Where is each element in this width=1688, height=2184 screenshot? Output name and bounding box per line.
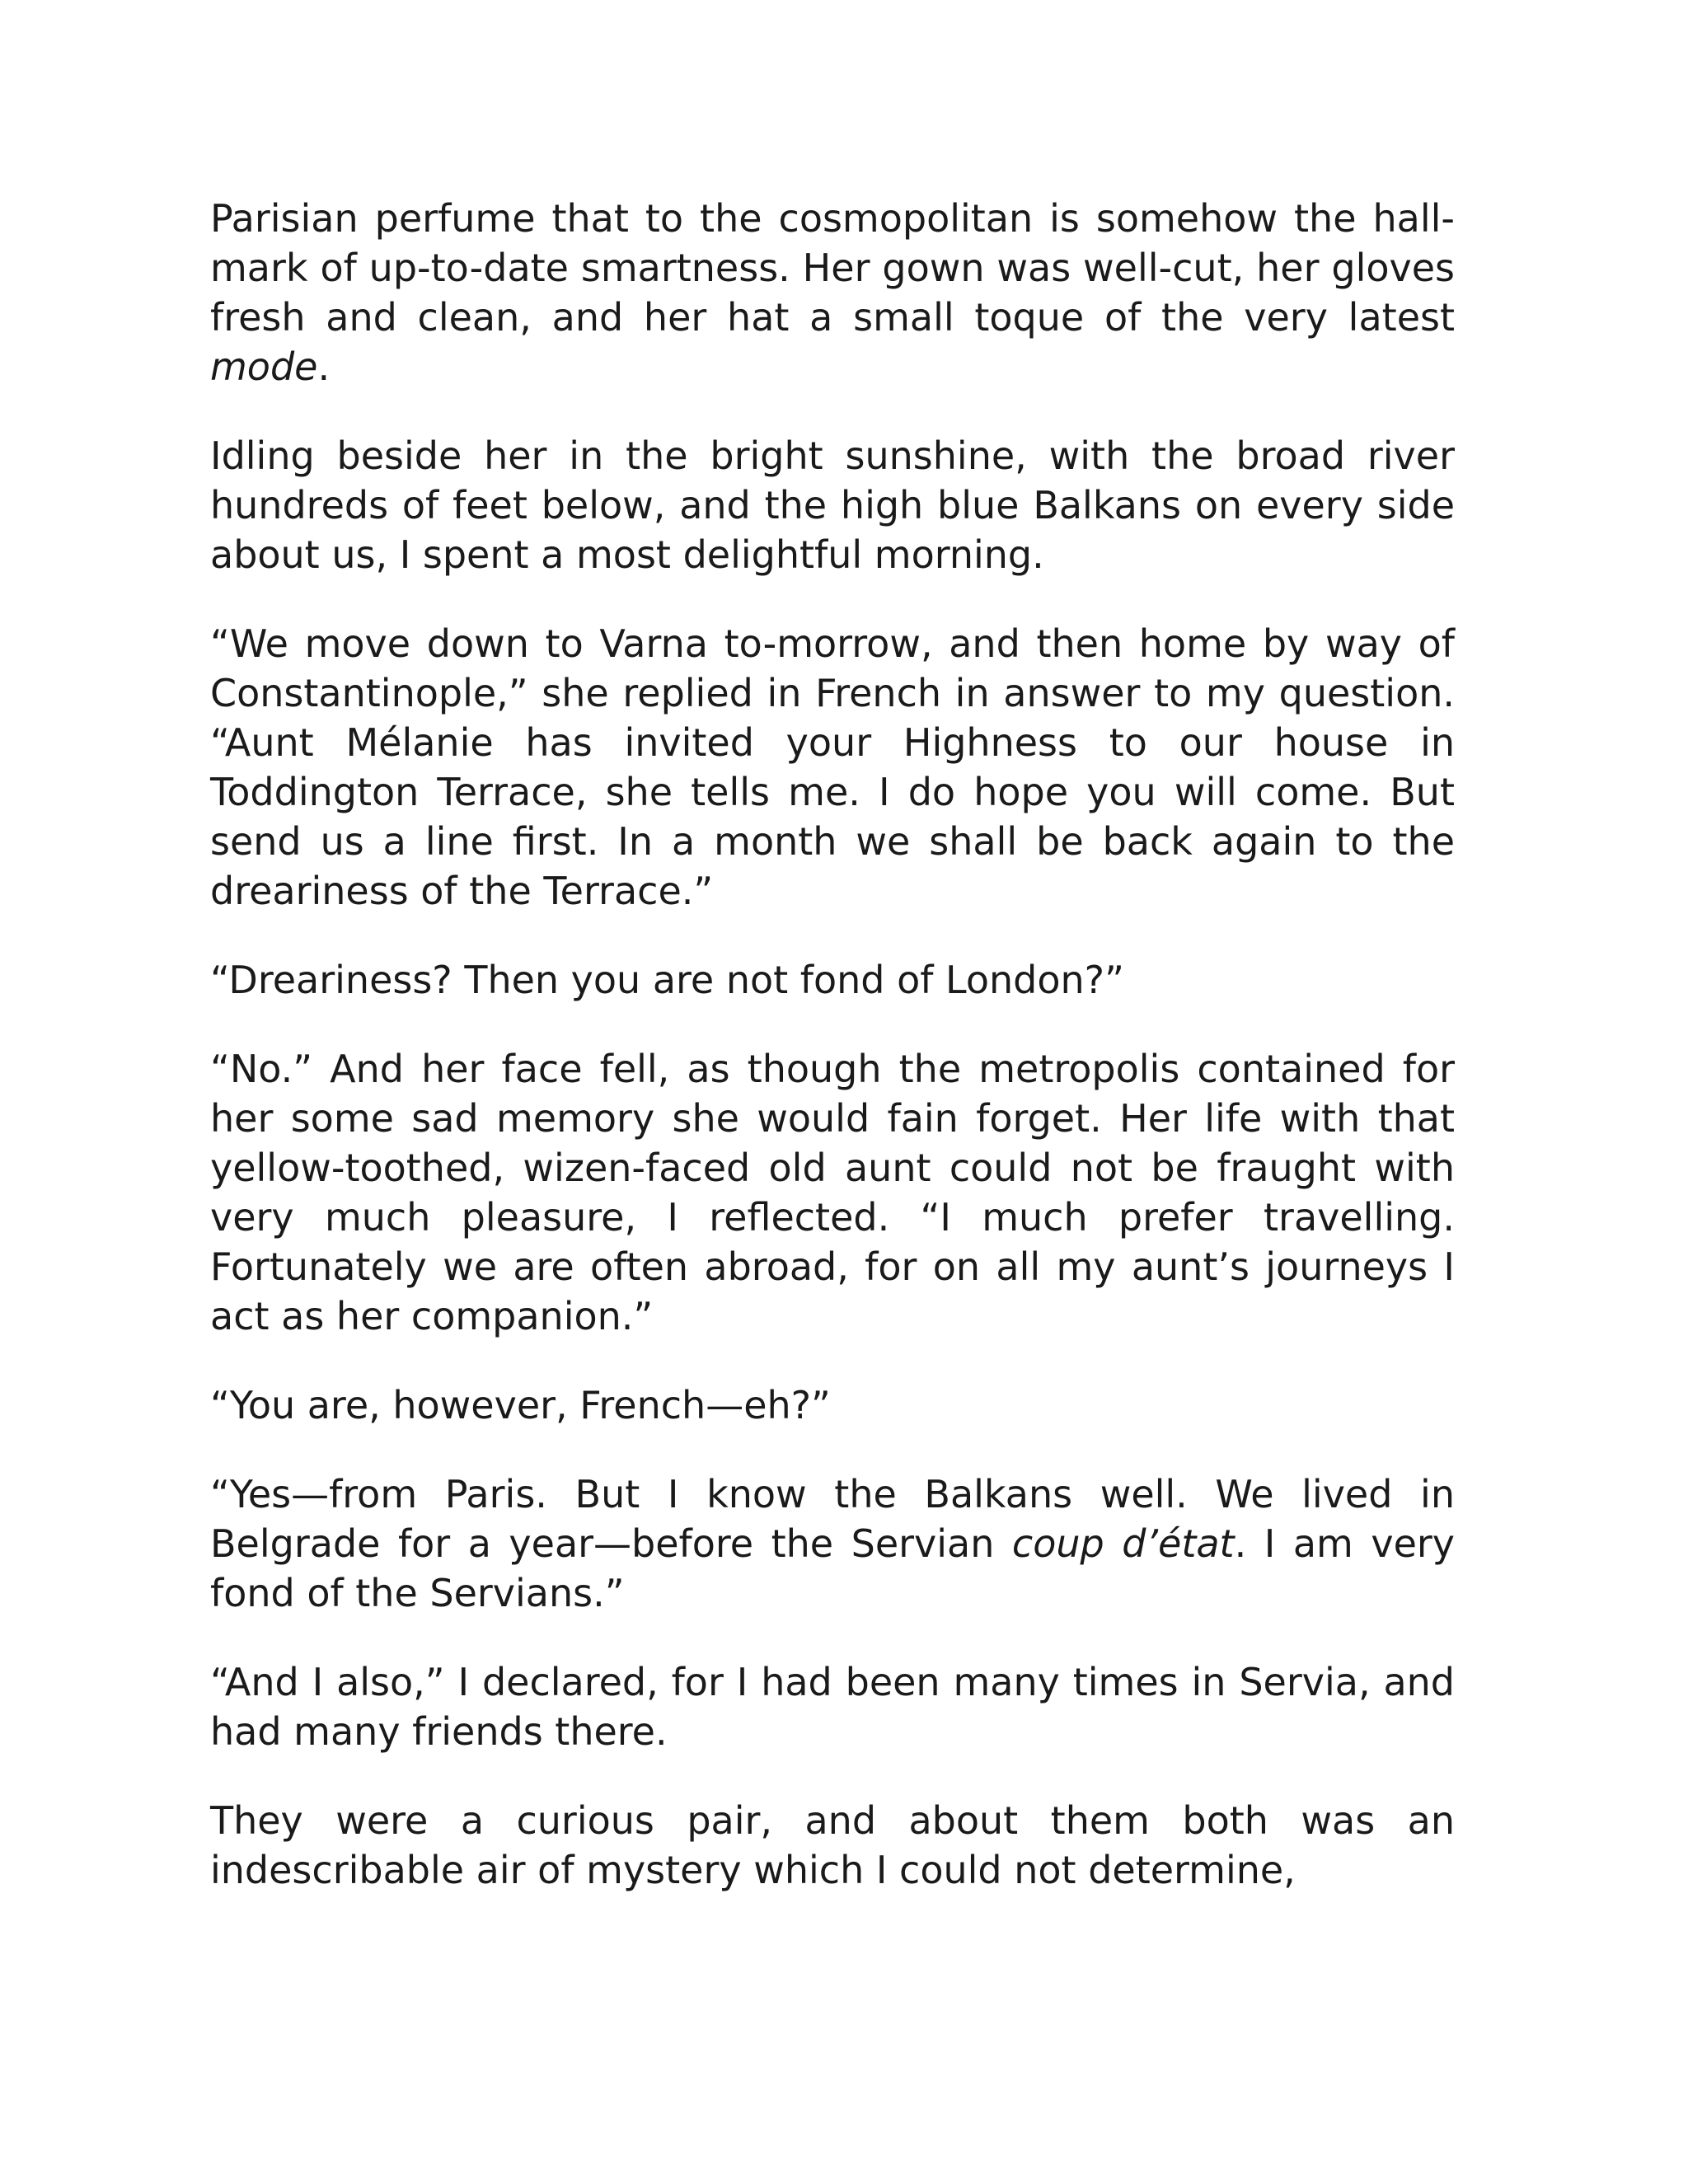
paragraph <box>210 955 1455 1005</box>
text-run: . I am very fond of the Servians.” <box>210 1521 1456 1615</box>
text-run: . <box>317 344 331 389</box>
page-body <box>210 194 1455 1934</box>
text-run: “And I also,” I declared, for I had been many times in Servia, and had many friends there. <box>210 1660 1455 1754</box>
text-run: Parisian perfume that to the cosmopolitan is somehow the hall-mark of up-to-date smartness. Her gown was well-cut, her gloves fresh and clean, and her hat a small toque of the very latest <box>210 196 1455 340</box>
text-run: “Yes—from Paris. But I know the Balkans well. We lived in Belgrade for a year—before the Servian <box>210 1472 1455 1566</box>
paragraph <box>210 194 1455 391</box>
paragraph <box>210 1796 1455 1895</box>
text-run: They were a curious pair, and about them both was an indescribable air of mystery which I could not determine, <box>210 1798 1455 1892</box>
text-run: Idling beside her in the bright sunshine, with the broad river hundreds of feet below, and the high blue Balkans on every side about us, I spent a most delightful morning. <box>210 434 1455 577</box>
paragraph <box>210 431 1455 579</box>
text-run: “No.” And her face fell, as though the metropolis contained for her some sad memory she would fain forget. Her life with that yellow-toothed, wizen-faced old aunt could not be fraught with very much pleasure, I reflected. “I much prefer travelling. Fortunately we are often abroad, for on all my aunt’s journeys I act as her companion.” <box>210 1047 1455 1338</box>
text-run: “We move down to Varna to-morrow, and then home by way of Constantinople,” she replied in French in answer to my question. “Aunt Mélanie has invited your Highness to our house in Toddington Terrace, she tells me. I do hope you will come. But send us a line first. In a month we shall be back again to the dreariness of the Terrace.” <box>210 621 1455 913</box>
paragraph <box>210 619 1455 916</box>
text-run: “You are, however, French—eh?” <box>210 1383 831 1427</box>
italic-text: coup d’état <box>1011 1521 1235 1566</box>
italic-text: mode <box>210 344 318 389</box>
paragraph <box>210 1044 1455 1341</box>
paragraph <box>210 1469 1455 1618</box>
paragraph <box>210 1380 1455 1430</box>
paragraph <box>210 1657 1455 1756</box>
text-run: “Dreariness? Then you are not fond of London?” <box>210 958 1124 1002</box>
